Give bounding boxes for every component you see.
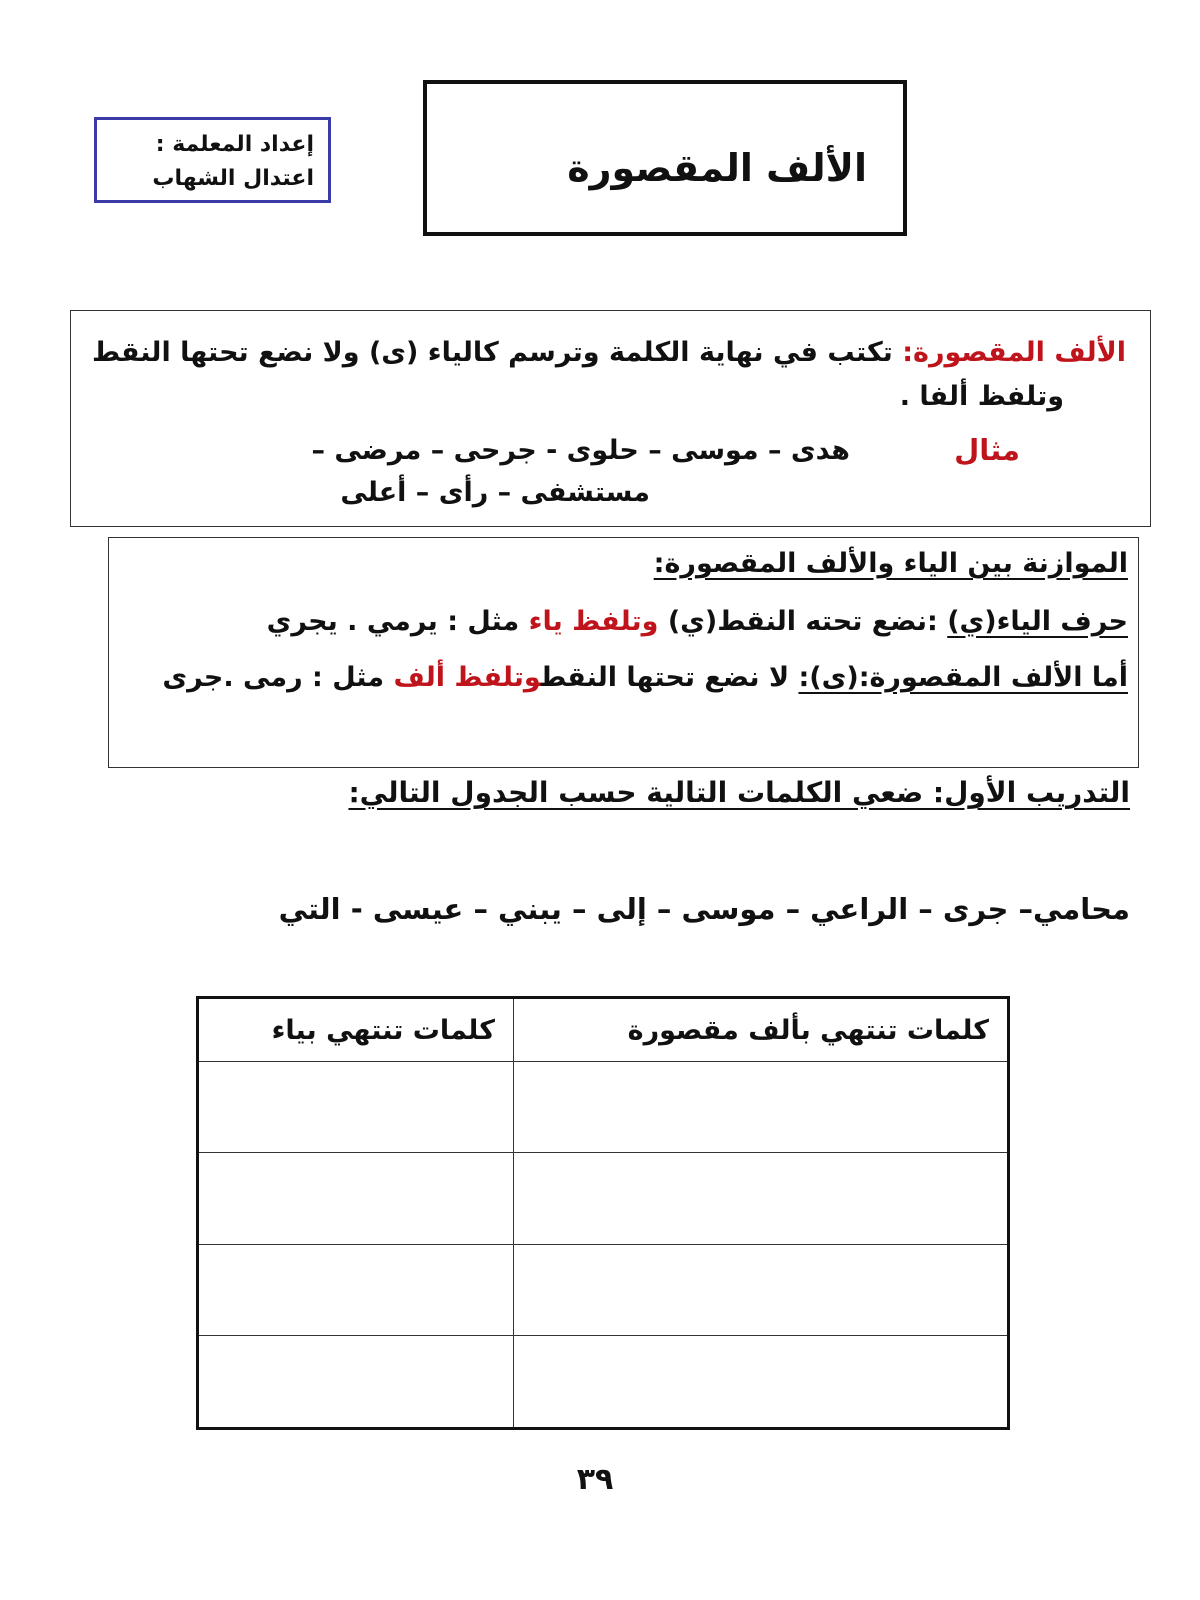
- page-title: الألف المقصورة: [567, 146, 867, 190]
- title-box: [423, 80, 907, 236]
- header-ya-column: كلمات تنتهي بياء: [198, 998, 514, 1062]
- author-box: [94, 117, 331, 203]
- table-row: [198, 1153, 1009, 1244]
- comparison-ya-line: [267, 606, 1128, 637]
- page-number: ٣٩: [576, 1462, 614, 1497]
- comparison-alif-line: [162, 662, 1128, 693]
- definition-box: [70, 310, 1151, 527]
- exercise-title: التدريب الأول: ضعي الكلمات التالية حسب الجدول التالي:: [348, 776, 1130, 809]
- ya-example: مثل : يرمي . يجري: [266, 606, 529, 637]
- definition-line-2: وتلفظ ألفا .: [899, 381, 1064, 412]
- answer-cell[interactable]: [513, 1062, 1008, 1153]
- example-words-line-1: هدى – موسى – حلوى - جرحى – مرضى –: [311, 435, 850, 466]
- alif-pronounce: وتلفظ ألف: [393, 662, 541, 693]
- example-words-line-2: مستشفى – رأى – أعلى: [340, 477, 650, 508]
- comparison-heading: الموازنة بين الياء والألف المقصورة:: [653, 548, 1128, 579]
- ya-label: حرف الياء(ي): [947, 606, 1128, 637]
- table-row: [198, 1336, 1009, 1429]
- table-row: [198, 1244, 1009, 1335]
- answer-cell[interactable]: [513, 1244, 1008, 1335]
- table-header-row: [198, 998, 1009, 1062]
- ya-pronounce: وتلفظ ياء: [528, 606, 659, 637]
- author-line-2: اعتدال الشهاب: [152, 166, 314, 191]
- word-list: محامي– جرى – الراعي – موسى – إلى – يبني – عيسى - التي: [278, 892, 1130, 926]
- author-line-1: إعداد المعلمة :: [155, 132, 314, 157]
- definition-line-1: [86, 337, 1126, 368]
- exercise-table: [196, 996, 1010, 1430]
- answer-cell[interactable]: [513, 1153, 1008, 1244]
- comparison-box: [108, 537, 1139, 768]
- answer-cell[interactable]: [198, 1062, 514, 1153]
- answer-cell[interactable]: [198, 1244, 514, 1335]
- alif-label: أما الألف المقصورة:(ى):: [798, 662, 1128, 693]
- answer-cell[interactable]: [513, 1336, 1008, 1429]
- answer-cell[interactable]: [198, 1336, 514, 1429]
- answer-cell[interactable]: [198, 1153, 514, 1244]
- table-row: [198, 1062, 1009, 1153]
- alif-example: مثل : رمى .جرى: [162, 662, 394, 693]
- header-alif-column: كلمات تنتهي بألف مقصورة: [513, 998, 1008, 1062]
- definition-text: تكتب في نهاية الكلمة وترسم كالياء (ى) ولا نضع تحتها النقط: [91, 337, 903, 368]
- definition-term: الألف المقصورة:: [902, 337, 1126, 368]
- example-label: مثال: [954, 433, 1020, 467]
- ya-text: :نضع تحته النقط(ي): [658, 606, 948, 637]
- alif-text: لا نضع تحتها النقط: [540, 662, 799, 693]
